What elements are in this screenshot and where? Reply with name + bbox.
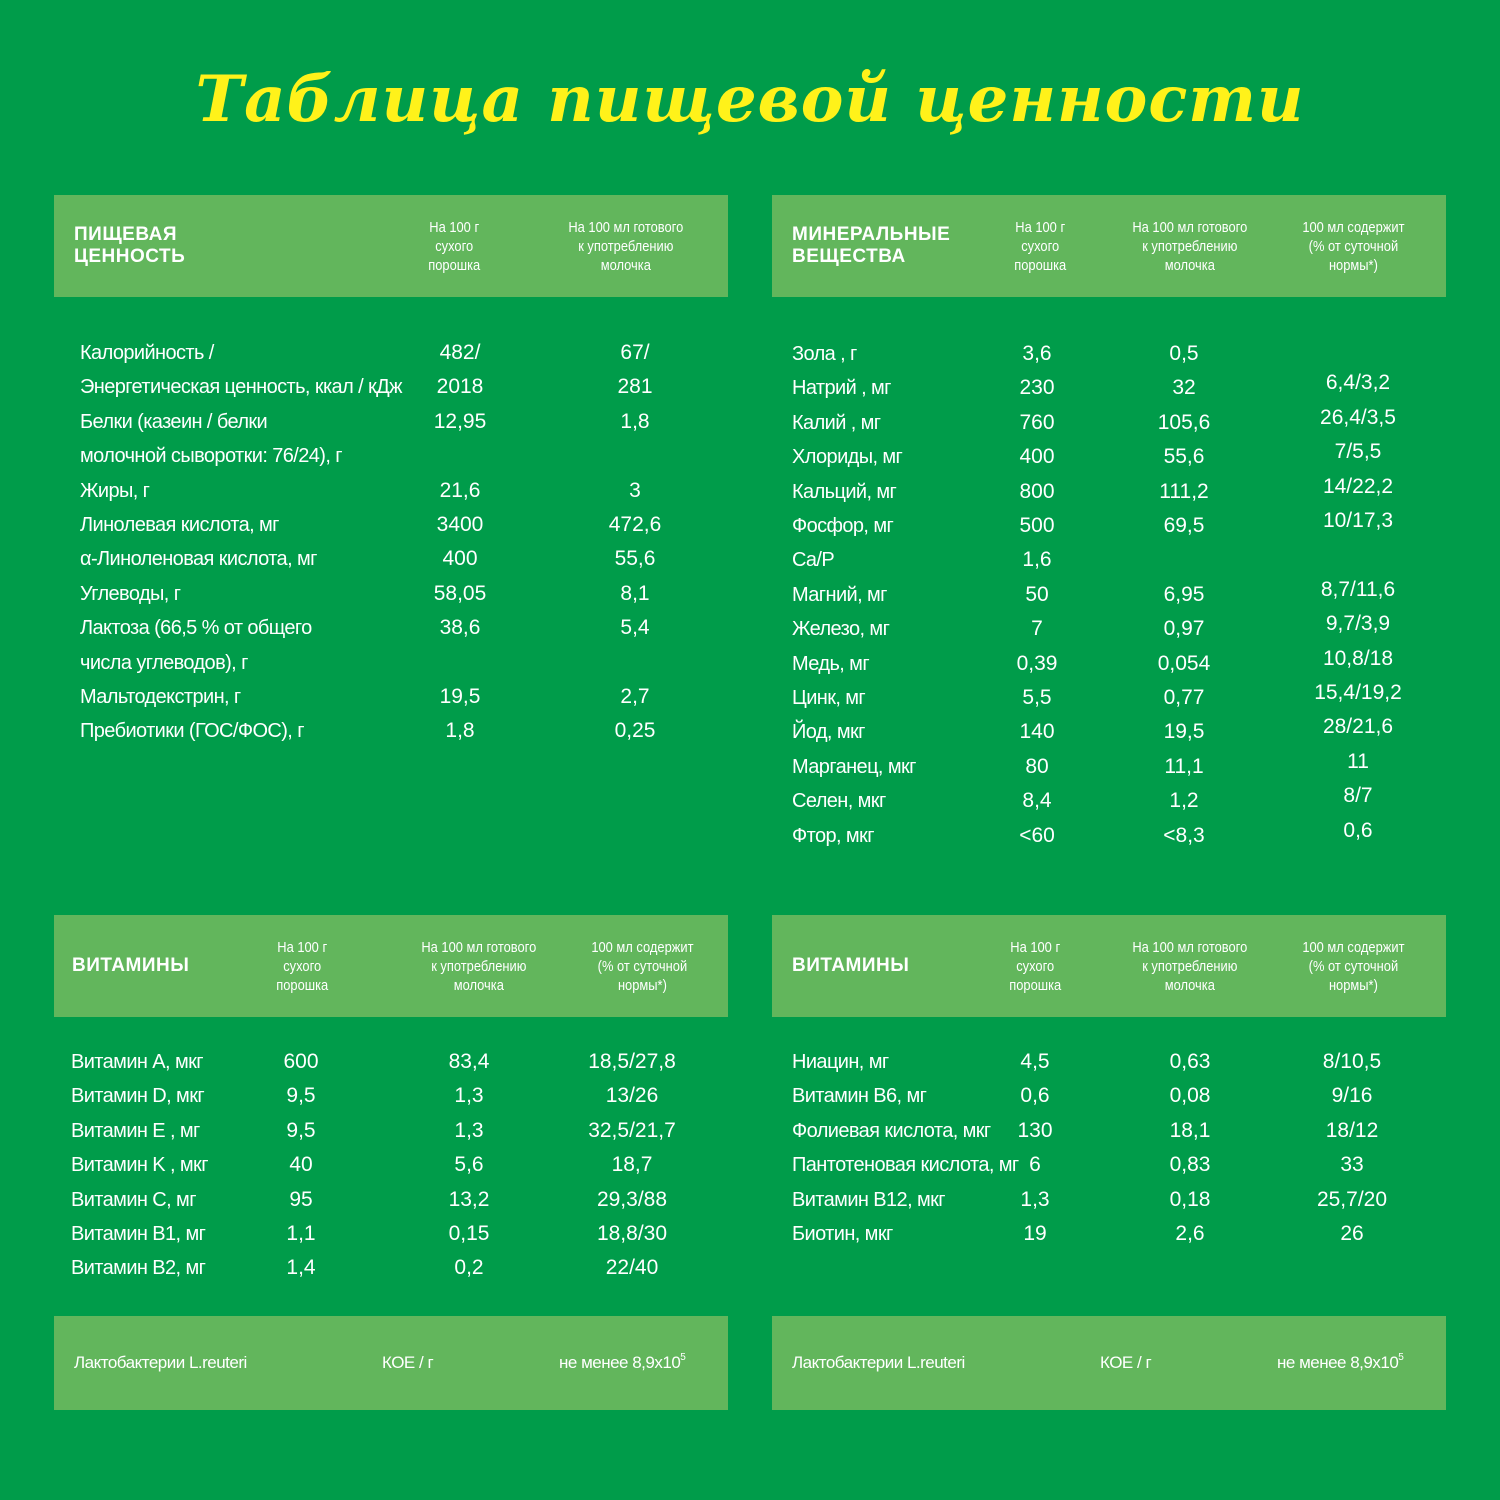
nutrition-row-label: Пребиотики (ГОС/ФОС), г (80, 720, 304, 743)
lactobacteria-unit-left: КОЕ / г (382, 1353, 434, 1372)
minerals-row-value-2: 55,6 (1163, 445, 1205, 469)
minerals-row-value-1: 400 (1019, 445, 1055, 469)
minerals-row-value-3 (1268, 538, 1448, 572)
lactobacteria-bar-left (54, 1316, 728, 1410)
minerals-row-value-1: 1,6 (1022, 548, 1052, 572)
vitamins2-row-value-3: 25,7/20 (1316, 1187, 1388, 1211)
vitamins1-row-value-1: 600 (283, 1050, 319, 1073)
minerals-row-value-1: 760 (1019, 410, 1055, 434)
minerals-row-value-2: 0,5 (1169, 342, 1199, 365)
vitamins1-row-value-3: 18,8/30 (596, 1222, 668, 1245)
vitamins1-table-header (54, 915, 728, 1017)
vitamins1-row-value-1: 9,5 (286, 1118, 316, 1142)
vitamins2-header-daily (1272, 915, 1434, 1017)
nutrition-row-value-2: 472,6 (608, 513, 662, 536)
nutrition-table-header (54, 195, 728, 297)
page-title: Таблица пищевой ценности (195, 62, 1305, 137)
minerals-row-value-2 (1094, 543, 1274, 577)
nutrition-row-value-1: 19,5 (439, 685, 481, 708)
vitamins2-row-value-3: 26 (1340, 1222, 1364, 1245)
vitamins1-row-label: Витамин C, мг (71, 1188, 196, 1211)
nutrition-header-title: ПИЩЕВАЯ ЦЕННОСТЬ (74, 224, 186, 267)
minerals-header-per100ml-text: На 100 мл готового к употреблению молочка (1132, 218, 1248, 274)
vitamins2-row-value-1: 0,6 (1020, 1084, 1050, 1108)
vitamins1-row-value-3: 13/26 (605, 1084, 659, 1108)
vitamins1-row-value-2: 1,3 (454, 1084, 484, 1108)
nutrition-row-value-2: 5,4 (620, 616, 650, 640)
lactobacteria-value-text-right: не менее 8,9х10 (1277, 1353, 1399, 1372)
nutrition-header-per100g-text: На 100 г сухого порошка (428, 218, 480, 274)
nutrition-row-value-2: 3 (629, 478, 641, 502)
vitamins2-header-daily-text: 100 мл содержит (% от суточной нормы*) (1301, 938, 1405, 994)
lactobacteria-label-left: Лактобактерии L.reuteri (74, 1353, 247, 1372)
minerals-row-value-2: 19,5 (1163, 720, 1205, 744)
minerals-row-value-1: <60 (1019, 823, 1055, 847)
vitamins1-row-value-2: 5,6 (454, 1153, 484, 1177)
minerals-row-label: Медь, мг (792, 652, 870, 675)
vitamins2-header-per100ml-text: На 100 мл готового к употреблению молочка (1132, 938, 1248, 994)
nutrition-row-label: Лактоза (66,5 % от общего (80, 617, 312, 640)
vitamins2-row-label: Витамин B6, мг (792, 1085, 927, 1108)
vitamins1-row-value-2: 1,3 (454, 1118, 484, 1142)
nutrition-row-label: α-Линоленовая кислота, мг (80, 548, 317, 571)
vitamins1-row-value-3: 29,3/88 (596, 1187, 668, 1211)
vitamins1-row-label: Витамин E , мг (71, 1119, 200, 1142)
minerals-row-value-1: 140 (1019, 720, 1055, 744)
nutrition-row-label: Жиры, г (80, 479, 150, 502)
nutrition-row-value-1: 38,6 (439, 616, 481, 640)
minerals-row-value-2: 6,95 (1163, 582, 1205, 606)
minerals-row-value-3 (1268, 332, 1448, 366)
vitamins1-header-per100g (232, 915, 372, 1017)
lactobacteria-bar-right (772, 1316, 1446, 1410)
minerals-row-value-1: 0,39 (1016, 651, 1058, 675)
vitamins2-row-value-3: 9/16 (1331, 1084, 1373, 1108)
vitamins2-row-label: Витамин B12, мкг (792, 1188, 945, 1211)
vitamins2-row-value-2: 18,1 (1169, 1118, 1211, 1142)
nutrition-row-value-1: 400 (442, 547, 478, 571)
minerals-header-per100ml (1100, 195, 1280, 297)
minerals-row-value-2: 0,97 (1163, 617, 1205, 641)
vitamins1-row-value-1: 9,5 (286, 1084, 316, 1108)
minerals-row-label: Фосфор, мг (792, 515, 894, 537)
vitamins1-row-value-1: 1,1 (286, 1222, 316, 1245)
nutrition-row-value-2 (545, 439, 725, 473)
minerals-row-value-3: 0,6 (1343, 818, 1373, 842)
vitamins2-row-label: Пантотеновая кислота, мг (792, 1154, 1019, 1177)
nutrition-row-value-2: 0,25 (614, 719, 656, 743)
vitamins1-header-per100ml (389, 915, 569, 1017)
nutrition-row-label: числа углеводов), г (80, 651, 248, 674)
minerals-row-value-3: 10,8/18 (1322, 646, 1394, 670)
vitamins1-header-daily-text: 100 мл содержит (% от суточной нормы*) (590, 938, 694, 994)
nutrition-row-label: Углеводы, г (80, 582, 181, 605)
vitamins2-row-value-1: 6 (1029, 1153, 1041, 1177)
vitamins2-row-value-1: 4,5 (1020, 1050, 1050, 1073)
vitamins1-row-value-1: 95 (289, 1187, 313, 1211)
vitamins1-row-value-3: 18,7 (611, 1153, 653, 1177)
lactobacteria-value-left (559, 1316, 685, 1410)
nutrition-header-per100ml (536, 195, 716, 297)
vitamins1-row-label: Витамин D, мкг (71, 1085, 205, 1108)
lactobacteria-value-right (1277, 1316, 1403, 1410)
minerals-row-value-3: 6,4/3,2 (1325, 371, 1391, 395)
minerals-row-label: Марганец, мкг (792, 755, 916, 778)
nutrition-row-value-2: 8,1 (620, 581, 650, 605)
vitamins1-row-label: Витамин B2, мг (71, 1257, 206, 1280)
vitamins1-row-label: Витамин A, мкг (71, 1051, 203, 1073)
nutrition-row-value-2: 2,7 (620, 685, 650, 708)
minerals-row-value-1: 7 (1031, 617, 1043, 641)
nutrition-row-value-1: 3400 (436, 513, 484, 536)
nutrition-row-value-1: 482/ (439, 341, 481, 364)
vitamins1-header-per100g-text: На 100 г сухого порошка (276, 938, 328, 994)
minerals-row-value-1: 8,4 (1022, 789, 1052, 813)
vitamins2-row-label: Биотин, мкг (792, 1223, 893, 1245)
nutrition-row-value-2: 55,6 (614, 547, 656, 571)
minerals-row-value-1: 5,5 (1022, 686, 1052, 709)
minerals-table-header (772, 195, 1446, 297)
minerals-row-value-3: 26,4/3,5 (1320, 405, 1396, 429)
minerals-row-value-3: 15,4/19,2 (1314, 681, 1402, 704)
nutrition-row-label: Калорийность / (80, 342, 214, 364)
vitamins2-row-value-1: 130 (1017, 1118, 1053, 1142)
nutrition-row-value-1: 1,8 (445, 719, 475, 743)
nutrition-header-per100ml-text: На 100 мл готового к употреблению молочка (568, 218, 684, 274)
nutrition-row-label: Линолевая кислота, мг (80, 514, 279, 536)
minerals-row-value-3: 8,7/11,6 (1320, 577, 1396, 601)
minerals-row-value-3: 8/7 (1343, 784, 1373, 808)
minerals-row-value-2: 69,5 (1163, 514, 1205, 537)
vitamins2-table-header (772, 915, 1446, 1017)
vitamins2-header-per100g (965, 915, 1105, 1017)
minerals-row-value-2: 0,77 (1163, 686, 1205, 709)
minerals-row-value-2: 11,1 (1164, 754, 1204, 778)
minerals-row-value-2: <8,3 (1163, 823, 1205, 847)
vitamins2-row-value-2: 0,83 (1169, 1153, 1211, 1177)
nutrition-row-value-2: 67/ (620, 341, 650, 364)
minerals-row-value-3: 14/22,2 (1322, 474, 1394, 498)
lactobacteria-exponent-right: 5 (1398, 1352, 1404, 1363)
lactobacteria-value-text-left: не менее 8,9х10 (559, 1353, 681, 1372)
minerals-row-value-2: 111,2 (1159, 479, 1209, 503)
nutrition-row-label: Мальтодекстрин, г (80, 686, 241, 708)
vitamins1-header-daily (562, 915, 722, 1017)
minerals-row-label: Селен, мкг (792, 790, 886, 813)
nutrition-row-value-1: 58,05 (433, 581, 487, 605)
minerals-row-label: Фтор, мкг (792, 824, 874, 847)
vitamins1-header-title: ВИТАМИНЫ (72, 955, 190, 976)
minerals-row-value-3: 9,7/3,9 (1325, 612, 1391, 636)
vitamins1-row-value-2: 13,2 (448, 1187, 490, 1211)
vitamins1-row-label: Витамин K , мкг (71, 1154, 208, 1177)
minerals-row-label: Йод, мкг (792, 721, 865, 744)
vitamins2-row-value-2: 0,63 (1169, 1050, 1211, 1073)
nutrition-row-value-1 (370, 439, 550, 473)
minerals-row-value-1: 80 (1025, 754, 1049, 778)
vitamins1-row-value-1: 40 (289, 1153, 313, 1177)
nutrition-row-value-2: 281 (617, 375, 653, 399)
vitamins2-row-value-2: 0,18 (1169, 1187, 1211, 1211)
minerals-row-value-1: 800 (1019, 479, 1055, 503)
vitamins2-header-title: ВИТАМИНЫ (792, 955, 910, 976)
vitamins1-row-value-2: 83,4 (448, 1050, 490, 1073)
vitamins2-row-value-1: 19 (1023, 1222, 1047, 1245)
vitamins1-header-per100ml-text: На 100 мл готового к употреблению молочка (421, 938, 537, 994)
nutrition-row-label: Энергетическая ценность, ккал / кДж (80, 376, 402, 399)
minerals-row-label: Железо, мг (792, 618, 890, 641)
nutrition-row-label: Белки (казеин / белки (80, 410, 268, 433)
vitamins2-row-label: Ниацин, мг (792, 1051, 889, 1073)
minerals-row-value-2: 105,6 (1157, 410, 1211, 434)
vitamins1-row-value-3: 18,5/27,8 (588, 1050, 676, 1073)
minerals-row-value-1: 50 (1025, 582, 1049, 606)
minerals-row-value-1: 230 (1019, 376, 1055, 400)
vitamins2-row-value-2: 2,6 (1175, 1222, 1205, 1245)
minerals-row-value-2: 0,054 (1157, 651, 1211, 675)
nutrition-row-value-1 (370, 646, 550, 680)
minerals-row-label: Ca/P (792, 549, 835, 572)
minerals-row-value-3: 28/21,6 (1322, 715, 1394, 739)
minerals-row-label: Хлориды, мг (792, 446, 903, 469)
vitamins1-row-value-3: 32,5/21,7 (588, 1118, 676, 1142)
nutrition-row-value-1: 21,6 (439, 478, 481, 502)
minerals-header-per100g (970, 195, 1110, 297)
vitamins1-row-value-1: 1,4 (286, 1256, 316, 1280)
minerals-row-value-3: 11 (1347, 749, 1369, 773)
minerals-row-value-1: 500 (1019, 514, 1055, 537)
minerals-row-label: Зола , г (792, 343, 857, 365)
minerals-header-title: МИНЕРАЛЬНЫЕ ВЕЩЕСТВА (792, 224, 951, 267)
lactobacteria-label-right: Лактобактерии L.reuteri (792, 1353, 965, 1372)
nutrition-row-value-2: 1,8 (620, 409, 650, 433)
minerals-header-per100g-text: На 100 г сухого порошка (1014, 218, 1066, 274)
minerals-row-value-1: 3,6 (1022, 342, 1052, 365)
vitamins2-header-per100ml (1100, 915, 1280, 1017)
minerals-row-label: Магний, мг (792, 583, 887, 606)
nutrition-row-value-1: 12,95 (433, 409, 487, 433)
minerals-row-label: Калий , мг (792, 411, 881, 434)
vitamins1-row-value-3: 22/40 (605, 1256, 659, 1280)
vitamins2-row-value-3: 18/12 (1325, 1118, 1379, 1142)
lactobacteria-unit-right: КОЕ / г (1100, 1353, 1152, 1372)
vitamins2-row-value-3: 33 (1340, 1153, 1364, 1177)
minerals-row-value-2: 1,2 (1169, 789, 1199, 813)
minerals-row-value-3: 10/17,3 (1322, 509, 1394, 532)
minerals-row-value-2: 32 (1172, 376, 1196, 400)
vitamins2-row-value-3: 8/10,5 (1322, 1050, 1382, 1073)
minerals-header-daily (1272, 195, 1434, 297)
lactobacteria-exponent-left: 5 (680, 1352, 686, 1363)
minerals-row-value-3: 7/5,5 (1334, 440, 1382, 464)
vitamins2-row-label: Фолиевая кислота, мкг (792, 1119, 991, 1142)
vitamins2-row-value-1: 1,3 (1020, 1187, 1050, 1211)
nutrition-row-value-1: 2018 (436, 375, 484, 399)
minerals-header-daily-text: 100 мл содержит (% от суточной нормы*) (1301, 218, 1405, 274)
vitamins2-header-per100g-text: На 100 г сухого порошка (1009, 938, 1061, 994)
minerals-row-label: Кальций, мг (792, 480, 897, 503)
vitamins1-row-value-2: 0,15 (448, 1222, 490, 1245)
minerals-row-label: Цинк, мг (792, 687, 866, 709)
nutrition-row-label: молочной сыворотки: 76/24), г (80, 445, 342, 468)
nutrition-row-value-2 (545, 646, 725, 680)
minerals-row-label: Натрий , мг (792, 377, 891, 400)
nutrition-header-per100g (384, 195, 524, 297)
vitamins1-row-label: Витамин B1, мг (71, 1223, 206, 1245)
vitamins2-row-value-2: 0,08 (1169, 1084, 1211, 1108)
vitamins1-row-value-2: 0,2 (454, 1256, 484, 1280)
